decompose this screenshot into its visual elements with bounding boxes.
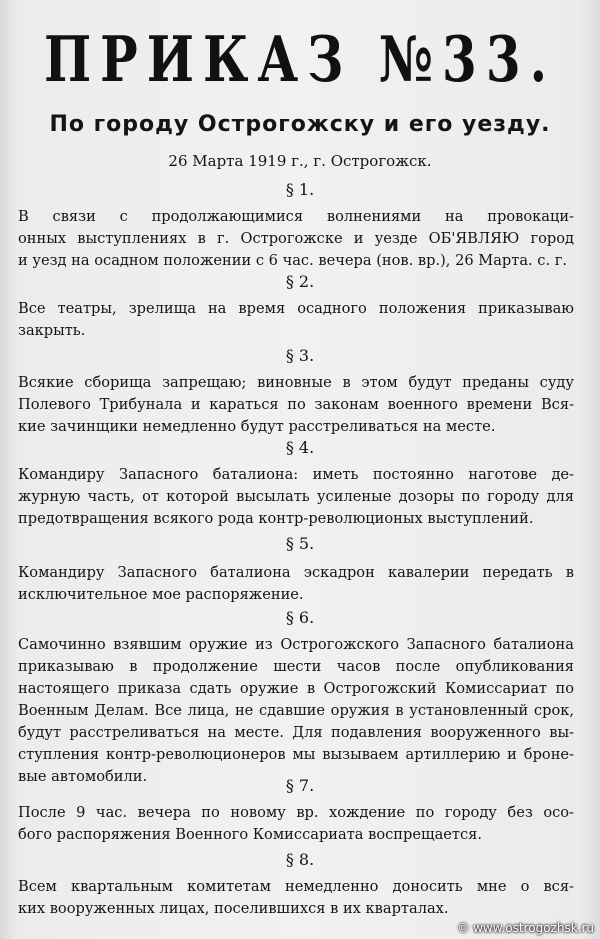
paragraph-line: предотвращения всякого рода контр-революционых выступлений.	[18, 510, 534, 527]
section-paragraph-3	[18, 372, 574, 438]
section-paragraph-4	[18, 464, 574, 530]
section-paragraph-8	[18, 876, 574, 920]
paragraph-line: и уезд на осадном положении с 6 час. вечера (нов. вр.), 26 Марта. с. г.	[18, 252, 568, 269]
paragraph-line: приказываю в продолжение шести часов после опубликования	[18, 658, 574, 675]
paragraph-line: журную часть, от которой высылать усиленые дозоры по городу для	[18, 488, 574, 505]
paragraph-line: Самочинно взявшим оружие из Острогожского Запасного баталиона	[18, 636, 574, 653]
paragraph-line: бого распоряжения Военного Комиссариата воспрещается.	[18, 826, 483, 843]
page-title: ПРИКАЗ №33.	[43, 22, 557, 96]
paragraph-line: Военным Делам. Все лица, не сдавшие оружия в установленный срок,	[18, 702, 574, 719]
section-number-8: § 8.	[285, 850, 315, 869]
paragraph-line: ких вооруженных лицах, поселившихся в их кварталах.	[18, 900, 449, 917]
paragraph-line: кие зачинщики немедленно будут расстреливаться на месте.	[18, 418, 496, 435]
paragraph-line: исключительное мое распоряжение.	[18, 586, 304, 603]
watermark: © www.ostrogozhsk.ru	[457, 921, 594, 935]
paragraph-line: В связи с продолжающимися волнениями на провокаци-	[18, 208, 574, 225]
section-number-3: § 3.	[285, 346, 315, 365]
paragraph-line: будут расстреливаться на месте. Для подавления вооруженного вы-	[18, 724, 574, 741]
paragraph-line: онных выступлениях в г. Острогожске и уезде ОБ'ЯВЛЯЮ город	[18, 230, 574, 247]
section-number-5: § 5.	[285, 534, 315, 553]
section-number-7: § 7.	[285, 776, 315, 795]
paragraph-line: ступления контр-революционеров мы вызываем артиллерию и броне-	[18, 746, 574, 763]
section-paragraph-6	[18, 634, 574, 788]
section-number-4: § 4.	[285, 438, 315, 457]
paragraph-line: закрыть.	[18, 322, 86, 339]
paragraph-line: вые автомобили.	[18, 768, 148, 785]
paragraph-line: Командиру Запасного баталиона: иметь постоянно наготове де-	[18, 466, 574, 483]
section-paragraph-2	[18, 298, 574, 342]
dateline: 26 Марта 1919 г., г. Острогожск.	[168, 152, 432, 170]
section-number-6: § 6.	[285, 608, 315, 627]
section-number-1: § 1.	[285, 180, 315, 199]
paragraph-line: Полевого Трибунала и караться по законам военного времени Вся-	[18, 396, 574, 413]
paragraph-line: Командиру Запасного баталиона эскадрон кавалерии передать в	[18, 564, 574, 581]
section-number-2: § 2.	[285, 272, 315, 291]
paragraph-line: Всем квартальным комитетам немедленно доносить мне о вся-	[18, 878, 574, 895]
paragraph-line: После 9 час. вечера по новому вр. хождение по городу без осо-	[18, 804, 574, 821]
section-paragraph-1	[18, 206, 574, 272]
section-paragraph-7	[18, 802, 574, 846]
paragraph-line: Все театры, зрелища на время осадного положения приказываю	[18, 300, 574, 317]
page-subtitle: По городу Острогожску и его уезду.	[49, 112, 551, 137]
paragraph-line: настоящего приказа сдать оружие в Острогожский Комиссариат по	[18, 680, 574, 697]
section-paragraph-5	[18, 562, 574, 606]
paragraph-line: Всякие сборища запрещаю; виновные в этом будут преданы суду	[18, 374, 574, 391]
